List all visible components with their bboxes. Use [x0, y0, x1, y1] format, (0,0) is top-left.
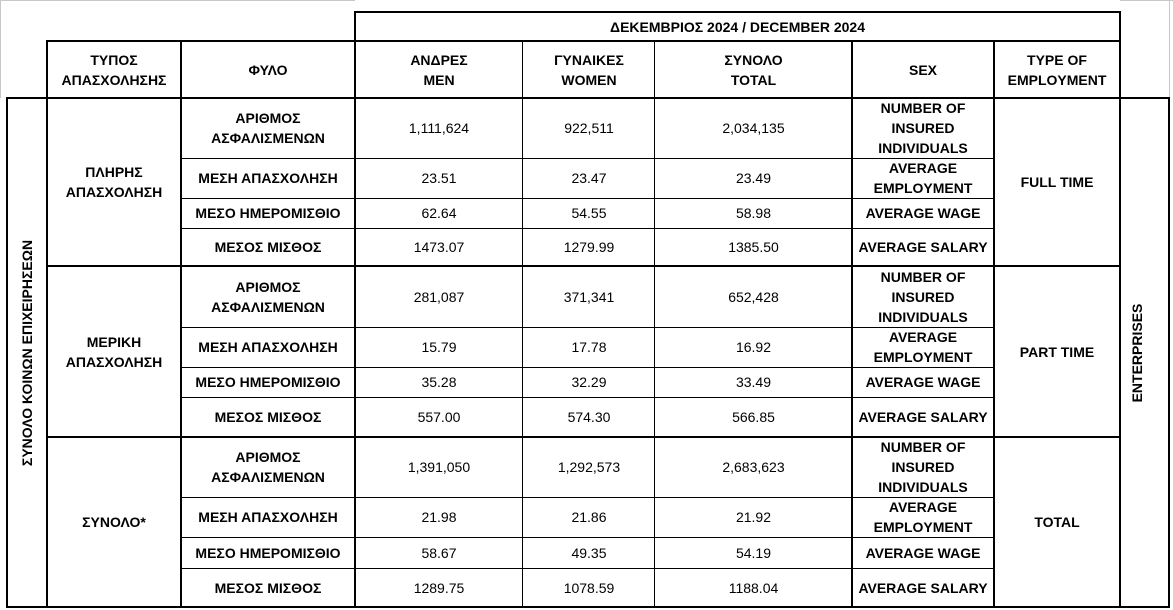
cell-total: 54.19 — [735, 544, 772, 561]
grid-line — [181, 367, 994, 368]
grid-line — [46, 40, 48, 608]
header-type-gr: ΤΥΠΟΣ ΑΠΑΣΧΟΛΗΣΗΣ — [61, 51, 167, 88]
grid-line — [181, 397, 994, 398]
grid-line — [1168, 97, 1170, 608]
cell-total: 2,034,135 — [722, 120, 785, 136]
grid-line — [181, 537, 994, 538]
cell-men: 1,111,624 — [408, 120, 470, 136]
row-label-gr: ΑΡΙΘΜΟΣ ΑΣΦΑΛΙΣΜΕΝΩΝ — [211, 110, 325, 146]
group-total-gr: ΣΥΝΟΛΟ* — [82, 514, 146, 530]
row-label-gr: ΜΕΣΟΣ ΜΙΣΘΟΣ — [214, 579, 322, 596]
grid-line — [1119, 11, 1121, 608]
row-label-gr: ΑΡΙΘΜΟΣ ΑΣΦΑΛΙΣΜΕΝΩΝ — [211, 449, 325, 485]
grid-line — [46, 436, 1121, 438]
cell-total: 23.49 — [735, 170, 772, 186]
grid-line — [181, 198, 994, 199]
row-label-gr: ΜΕΣΟΣ ΜΙΣΘΟΣ — [214, 239, 322, 255]
header-total: ΣΥΝΟΛΟ TOTAL — [724, 51, 783, 88]
grid-line — [851, 40, 853, 608]
cell-women: 54.55 — [571, 205, 607, 221]
group-part-time-gr: ΜΕΡΙΚΗ ΑΠΑΣΧΟΛΗΣΗ — [65, 333, 163, 370]
period-header: ΔΕΚΕΜΒΡΙΟΣ 2024 / DECEMBER 2024 — [610, 18, 865, 35]
side-label-en: ENTERPRISES — [1129, 303, 1145, 403]
row-label-gr: ΜΕΣΟ ΗΜΕΡΟΜΙΣΘΙΟ — [195, 205, 341, 221]
cell-women: 922,511 — [564, 120, 614, 136]
cell-women: 371,341 — [563, 288, 615, 305]
group-total-en: TOTAL — [1034, 514, 1080, 530]
row-label-en: AVERAGE EMPLOYMENT — [873, 160, 973, 196]
row-label-en: AVERAGE SALARY — [858, 239, 988, 255]
row-label-en: AVERAGE WAGE — [865, 374, 981, 390]
cell-total: 33.49 — [735, 374, 772, 390]
header-type-en: TYPE OF EMPLOYMENT — [1007, 51, 1107, 88]
row-label-gr: ΑΡΙΘΜΟΣ ΑΣΦΑΛΙΣΜΕΝΩΝ — [211, 278, 325, 315]
grid-line — [522, 40, 523, 608]
cell-women: 23.47 — [571, 170, 607, 186]
cell-women: 49.35 — [571, 544, 607, 561]
row-label-en: NUMBER OF INSURED INDIVIDUALS — [878, 100, 968, 156]
corner-line — [1169, 0, 1170, 98]
header-men: ΑΝΔΡΕΣ MEN — [410, 51, 468, 88]
cell-men: 281,087 — [413, 288, 465, 305]
cell-men: 23.51 — [421, 170, 457, 186]
cell-total: 652,428 — [728, 288, 779, 305]
cell-women: 17.78 — [571, 339, 607, 355]
cell-men: 1473.07 — [413, 239, 465, 255]
header-sex-en: SEX — [908, 61, 937, 78]
cell-total: 16.92 — [735, 339, 772, 355]
group-full-time-gr: ΠΛΗΡΗΣ ΑΠΑΣΧΟΛΗΣΗ — [65, 164, 163, 200]
grid-line — [355, 11, 1121, 13]
corner-line — [0, 0, 1, 98]
row-label-en: AVERAGE SALARY — [858, 579, 988, 596]
row-label-gr: ΜΕΣΟ ΗΜΕΡΟΜΙΣΘΙΟ — [195, 544, 341, 561]
cell-women: 1,292,573 — [557, 459, 621, 475]
row-label-gr: ΜΕΣΟΣ ΜΙΣΘΟΣ — [214, 409, 322, 425]
cell-total: 58.98 — [735, 205, 772, 221]
cell-men: 58.67 — [421, 544, 457, 561]
cell-women: 574.30 — [567, 409, 611, 425]
grid-line — [354, 11, 356, 608]
grid-line — [6, 97, 8, 608]
grid-line — [654, 40, 655, 608]
cell-women: 32.29 — [571, 374, 607, 390]
cell-men: 1289.75 — [413, 579, 465, 596]
corner-line — [1120, 0, 1173, 1]
cell-total: 2,683,623 — [722, 459, 785, 475]
row-label-gr: ΜΕΣΟ ΗΜΕΡΟΜΙΣΘΙΟ — [195, 374, 341, 390]
header-sex-gr: ΦΥΛΟ — [248, 61, 288, 78]
row-label-en: NUMBER OF INSURED INDIVIDUALS — [878, 439, 968, 495]
row-label-en: AVERAGE EMPLOYMENT — [873, 499, 973, 535]
cell-women: 1078.59 — [563, 579, 615, 596]
grid-line — [181, 568, 994, 569]
row-label-gr: ΜΕΣΗ ΑΠΑΣΧΟΛΗΣΗ — [198, 339, 338, 355]
grid-line — [46, 40, 1121, 42]
cell-men: 21.98 — [421, 509, 457, 525]
row-label-en: AVERAGE EMPLOYMENT — [873, 329, 973, 365]
row-label-en: AVERAGE SALARY — [858, 409, 988, 425]
row-label-en: NUMBER OF INSURED INDIVIDUALS — [878, 268, 968, 325]
row-label-en: AVERAGE WAGE — [865, 205, 981, 221]
grid-line — [181, 158, 994, 159]
cell-men: 15.79 — [421, 339, 457, 355]
cell-total: 566.85 — [732, 409, 775, 425]
grid-line — [993, 40, 995, 608]
row-label-gr: ΜΕΣΗ ΑΠΑΣΧΟΛΗΣΗ — [198, 170, 338, 186]
cell-men: 62.64 — [421, 205, 457, 221]
cell-total: 1188.04 — [728, 579, 779, 596]
group-part-time-en: PART TIME — [1019, 343, 1095, 360]
cell-men: 1,391,050 — [407, 459, 471, 475]
cell-total: 21.92 — [735, 509, 772, 525]
grid-line — [181, 327, 994, 328]
side-label-gr: ΣΥΝΟΛΟ ΚΟΙΝΩΝ ΕΠΙΧΕΙΡΗΣΕΩΝ — [19, 239, 35, 467]
cell-women: 21.86 — [571, 509, 607, 525]
header-women: ΓΥΝΑΙΚΕΣ WOMEN — [554, 51, 624, 88]
cell-men: 557.00 — [417, 409, 461, 425]
grid-line — [181, 228, 994, 229]
cell-total: 1385.50 — [728, 239, 779, 255]
row-label-en: AVERAGE WAGE — [865, 544, 981, 561]
grid-line — [181, 497, 994, 498]
grid-line — [180, 40, 182, 608]
corner-line — [0, 0, 355, 1]
cell-men: 35.28 — [421, 374, 457, 390]
grid-line — [46, 265, 1121, 267]
row-label-gr: ΜΕΣΗ ΑΠΑΣΧΟΛΗΣΗ — [198, 509, 338, 525]
group-full-time-en: FULL TIME — [1020, 174, 1094, 190]
cell-women: 1279.99 — [563, 239, 615, 255]
